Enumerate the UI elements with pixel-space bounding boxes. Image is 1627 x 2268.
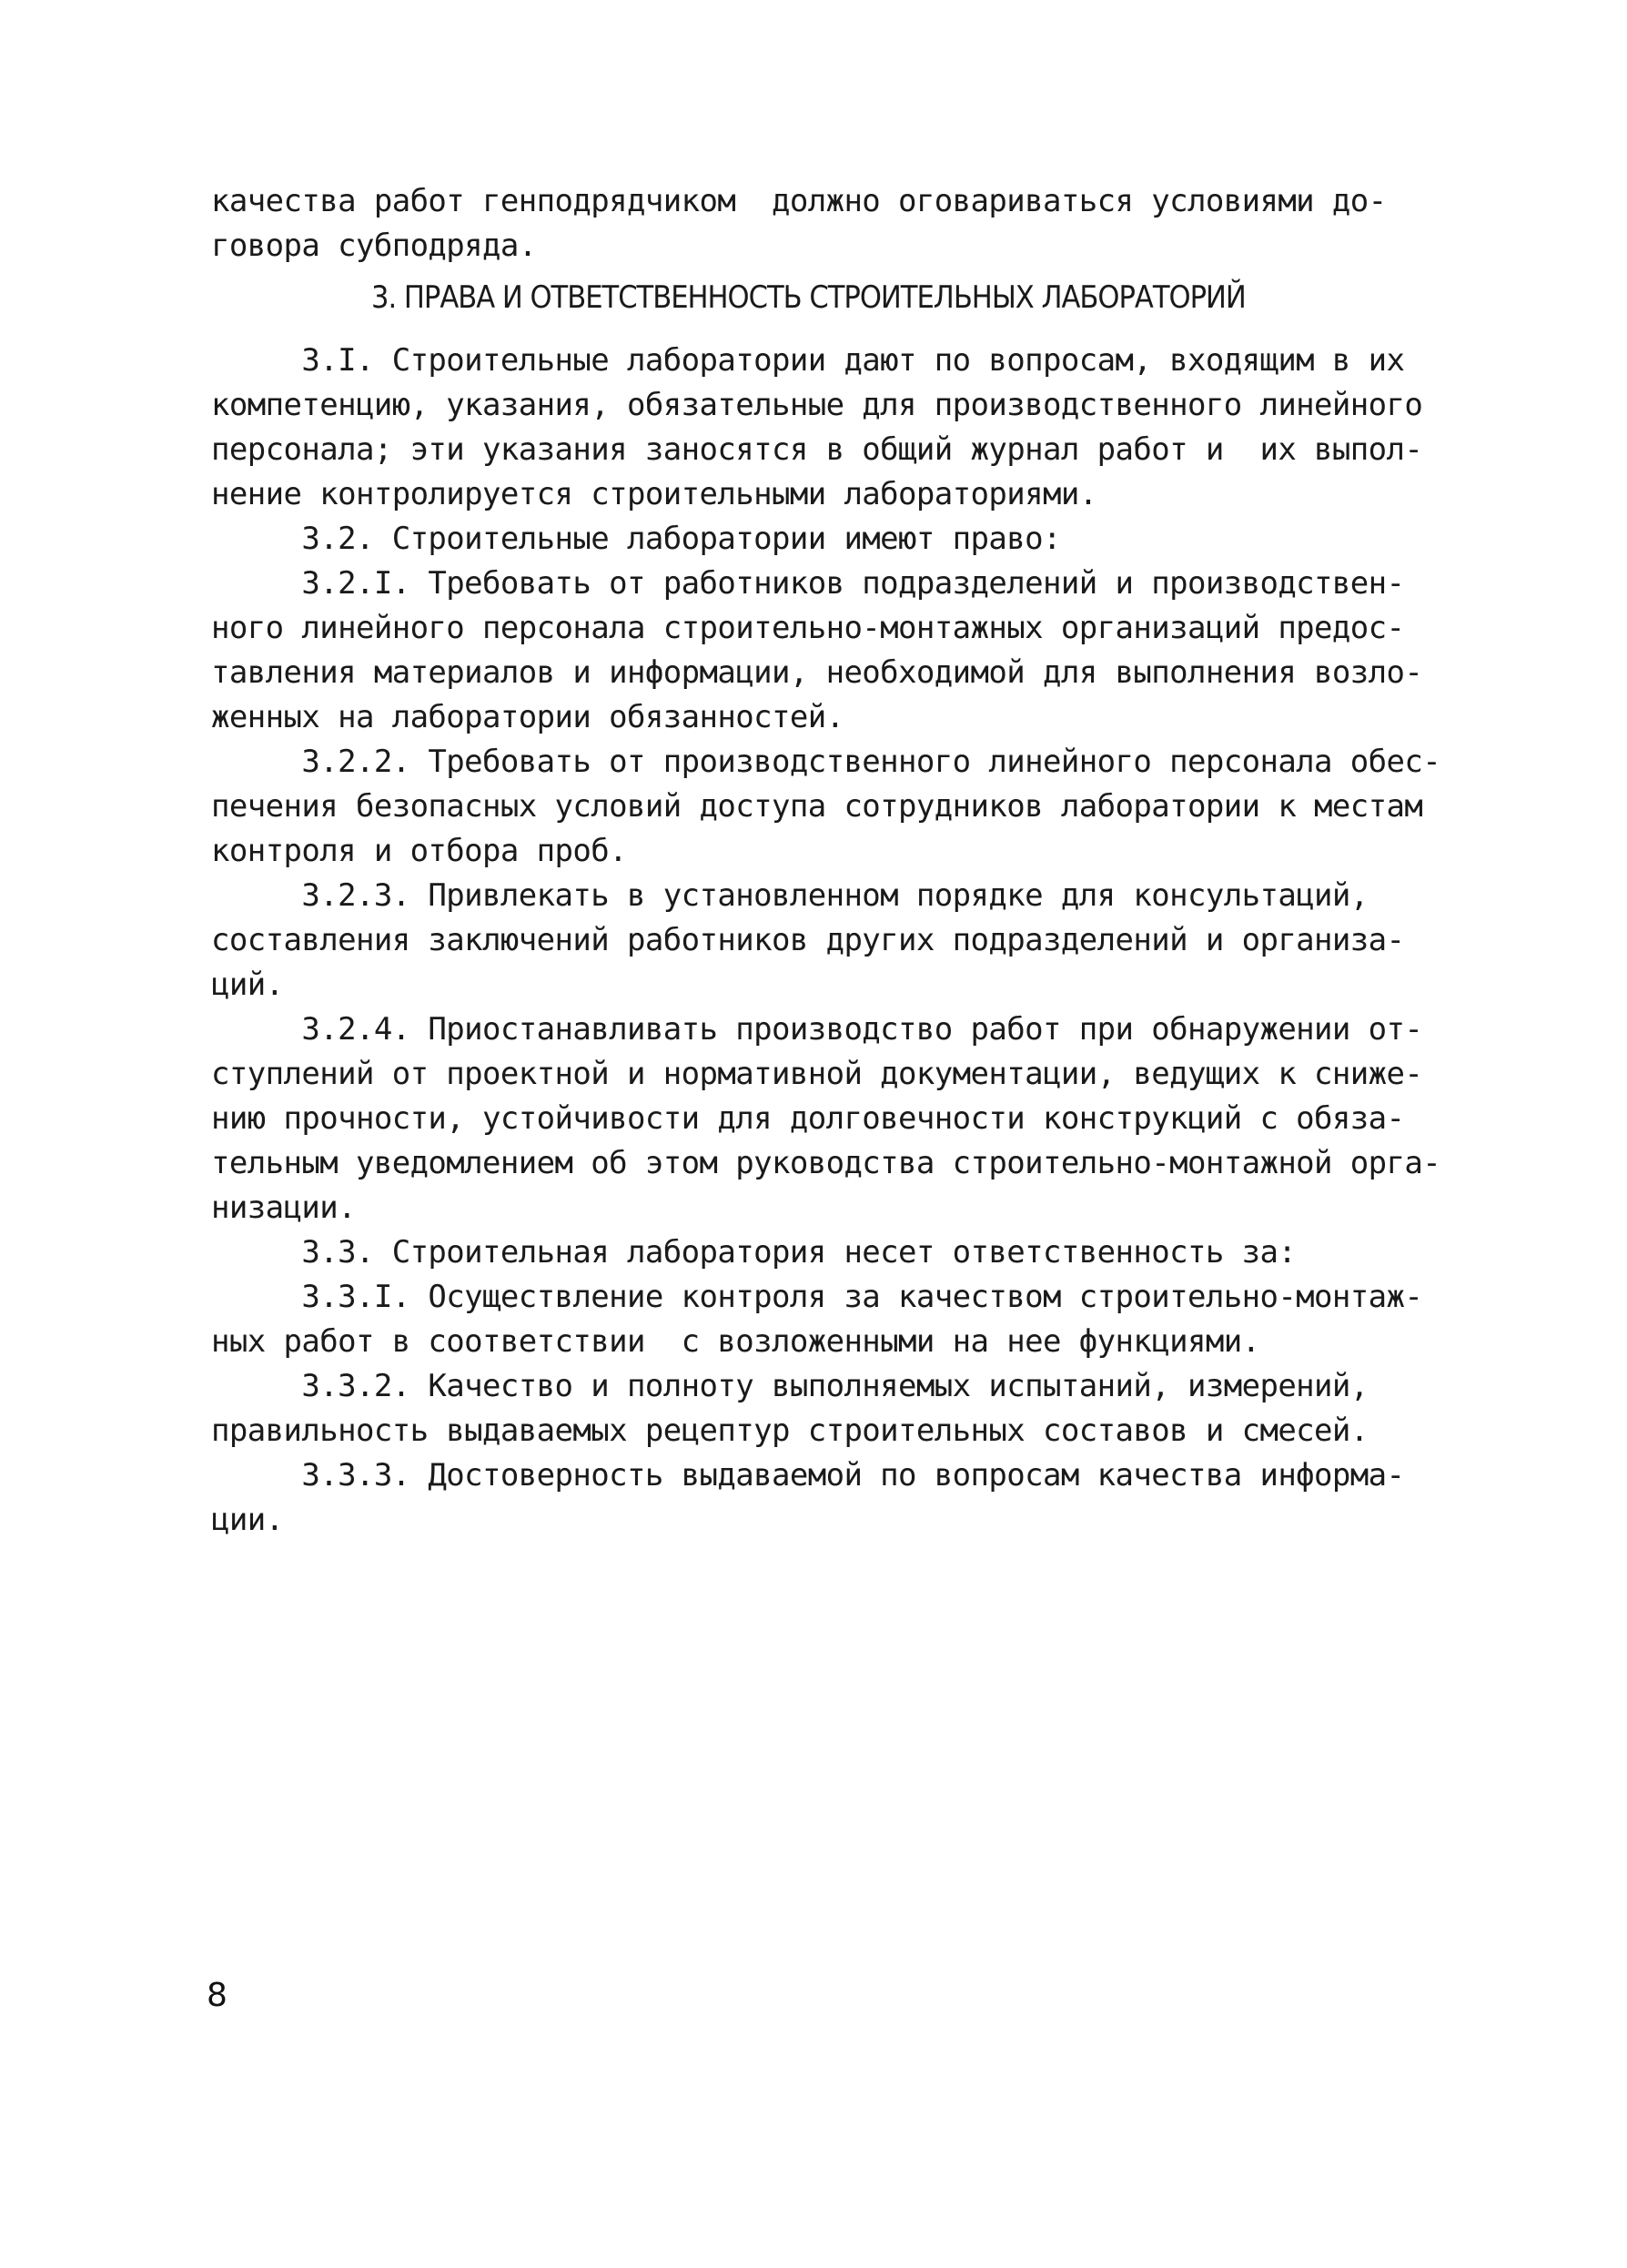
paragraph-line: тельным уведомлением об этом руководства строительно-монтажной орга-: [211, 1145, 1441, 1181]
paragraph-line: правильность выдаваемых рецептур строительных составов и смесей.: [211, 1412, 1369, 1449]
paragraph-line: ции.: [211, 1502, 284, 1538]
paragraph-line: 3.3.I. Осуществление контроля за качеством строительно-монтаж-: [211, 1279, 1423, 1315]
paragraph-line: 3.2.2. Требовать от производственного линейного персонала обес-: [211, 744, 1441, 780]
paragraph-line: 3.2.3. Привлекать в установленном порядке для консультаций,: [211, 877, 1369, 914]
paragraph-3-2: [211, 517, 1449, 562]
paragraph-3-3: [211, 1230, 1449, 1275]
paragraph-line: 3.I. Строительные лаборатории дают по вопросам, входящим в их: [211, 342, 1405, 379]
intro-line: качества работ генподрядчиком должно оговариваться условиями до-: [211, 183, 1387, 219]
paragraph-line: женных на лаборатории обязанностей.: [211, 699, 844, 735]
paragraph-line: ступлений от проектной и нормативной документации, ведущих к сниже-: [211, 1056, 1423, 1092]
paragraph-3-3-2: [211, 1364, 1449, 1453]
paragraph-line: ного линейного персонала строительно-монтажных организаций предос-: [211, 610, 1405, 646]
paragraph-line: 3.3.2. Качество и полноту выполняемых испытаний, измерений,: [211, 1368, 1369, 1404]
paragraph-3-2-3: [211, 874, 1449, 1007]
paragraph-line: составления заключений работников других подразделений и организа-: [211, 922, 1405, 958]
page-number: 8: [207, 1977, 227, 2014]
paragraph-line: персонала; эти указания заносятся в общий журнал работ и их выпол-: [211, 431, 1423, 468]
paragraph-3-3-1: [211, 1275, 1449, 1364]
paragraph-line: контроля и отбора проб.: [211, 833, 628, 869]
paragraph-3-1: [211, 339, 1449, 517]
paragraph-line: ций.: [211, 967, 284, 1003]
section-heading: 3. ПРАВА И ОТВЕТСТВЕННОСТЬ СТРОИТЕЛЬНЫХ ЛАБОРАТОРИЙ: [371, 279, 1246, 316]
paragraph-line: нию прочности, устойчивости для долговечности конструкций с обяза-: [211, 1100, 1405, 1137]
paragraph-line: 3.2.I. Требовать от работников подразделений и производствен-: [211, 565, 1405, 602]
paragraph-3-3-3: [211, 1453, 1449, 1543]
paragraph-3-2-4: [211, 1007, 1449, 1230]
paragraph-line: низации.: [211, 1190, 356, 1226]
intro-line: говора субподряда.: [211, 228, 537, 264]
paragraph-3-2-1: [211, 562, 1449, 740]
paragraph-line: 3.2.4. Приостанавливать производство работ при обнаружении от-: [211, 1011, 1423, 1048]
paragraph-3-2-2: [211, 740, 1449, 874]
body-text: [211, 179, 1449, 1543]
paragraph-line: компетенцию, указания, обязательные для производственного линейного: [211, 387, 1423, 423]
paragraph-line: тавления материалов и информации, необходимой для выполнения возло-: [211, 654, 1423, 691]
paragraph-line: 3.3.3. Достоверность выдаваемой по вопросам качества информа-: [211, 1457, 1405, 1493]
paragraph-line: печения безопасных условий доступа сотрудников лаборатории к местам: [211, 788, 1423, 825]
paragraph-line: нение контролируется строительными лабораториями.: [211, 476, 1097, 512]
paragraph-line: ных работ в соответствии с возложенными на нее функциями.: [211, 1323, 1260, 1360]
paragraph-line: 3.3. Строительная лаборатория несет ответственность за:: [211, 1234, 1297, 1271]
paragraph-line: 3.2. Строительные лаборатории имеют право:: [211, 521, 1061, 557]
